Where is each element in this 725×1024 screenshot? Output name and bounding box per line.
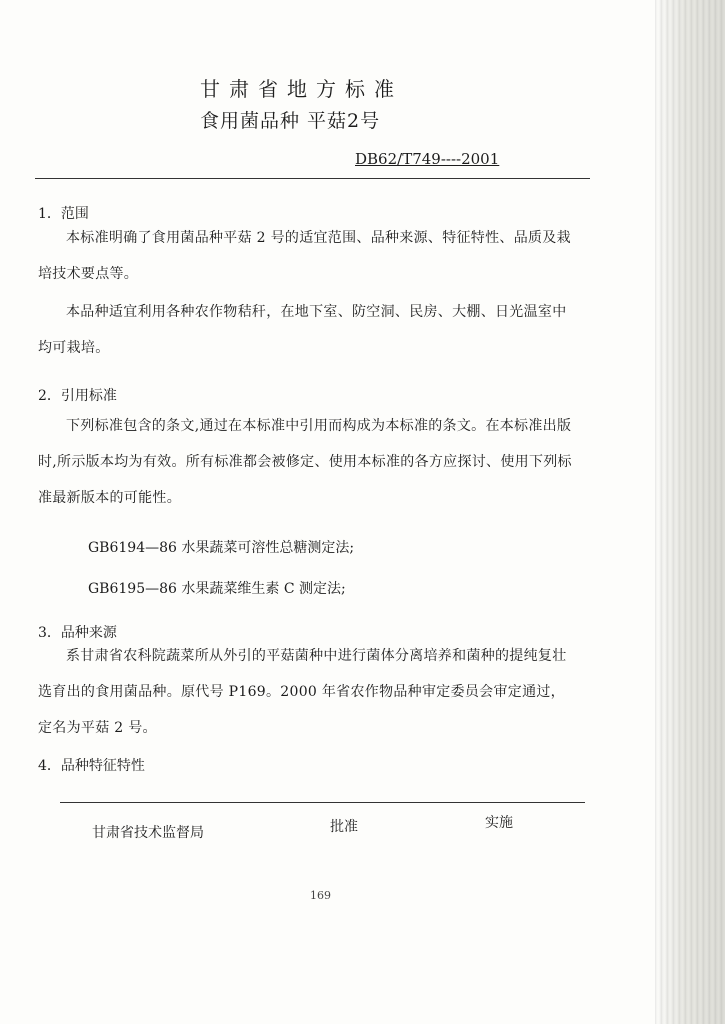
section-paragraph: 下列标准包含的条文,通过在本标准中引用而构成为本标准的条文。在本标准出版时,所示版本均为有效。所有标准都会被修定、使用本标准的各方应探讨、使用下列标准最新版本的可能性。 — [38, 418, 572, 506]
standard-code: DB62/T749----2001 — [355, 150, 500, 168]
section-heading-origin: 3．品种来源 — [38, 625, 117, 641]
referenced-standard: GB6195—86 水果蔬菜维生素 C 测定法; — [88, 581, 346, 597]
page-number: 169 — [310, 889, 331, 902]
issuing-authority: 甘肃省技术监督局 — [92, 825, 204, 841]
section-heading-characteristics: 4．品种特征特性 — [38, 758, 145, 774]
section-heading-scope: 1．范围 — [38, 206, 89, 222]
section-paragraph: 系甘肃省农科院蔬菜所从外引的平菇菌种中进行菌体分离培养和菌种的提纯复壮选育出的食用菌品种。原代号 P169。2000 年省农作物品种审定委员会审定通过，定名为平菇 2 号。 — [38, 648, 567, 736]
referenced-standard: GB6194—86 水果蔬菜可溶性总糖测定法; — [88, 540, 355, 556]
header-divider — [35, 178, 590, 179]
document-title: 甘肃省地方标准 — [200, 77, 403, 101]
section-paragraph: 本品种适宜利用各种农作物秸秆，在地下室、防空洞、民房、大棚、日光温室中均可栽培。 — [38, 304, 567, 356]
section-paragraph: 本标准明确了食用菌品种平菇 2 号的适宜范围、品种来源、特征特性、品质及栽培技术要点等。 — [38, 230, 571, 282]
scan-edge-artifact — [655, 0, 725, 1024]
approval-label: 批准 — [330, 819, 358, 835]
footer-divider — [60, 802, 585, 803]
implementation-label: 实施 — [485, 815, 513, 831]
document-subtitle: 食用菌品种 平菇2号 — [200, 110, 381, 132]
section-heading-references: 2．引用标准 — [38, 388, 117, 404]
